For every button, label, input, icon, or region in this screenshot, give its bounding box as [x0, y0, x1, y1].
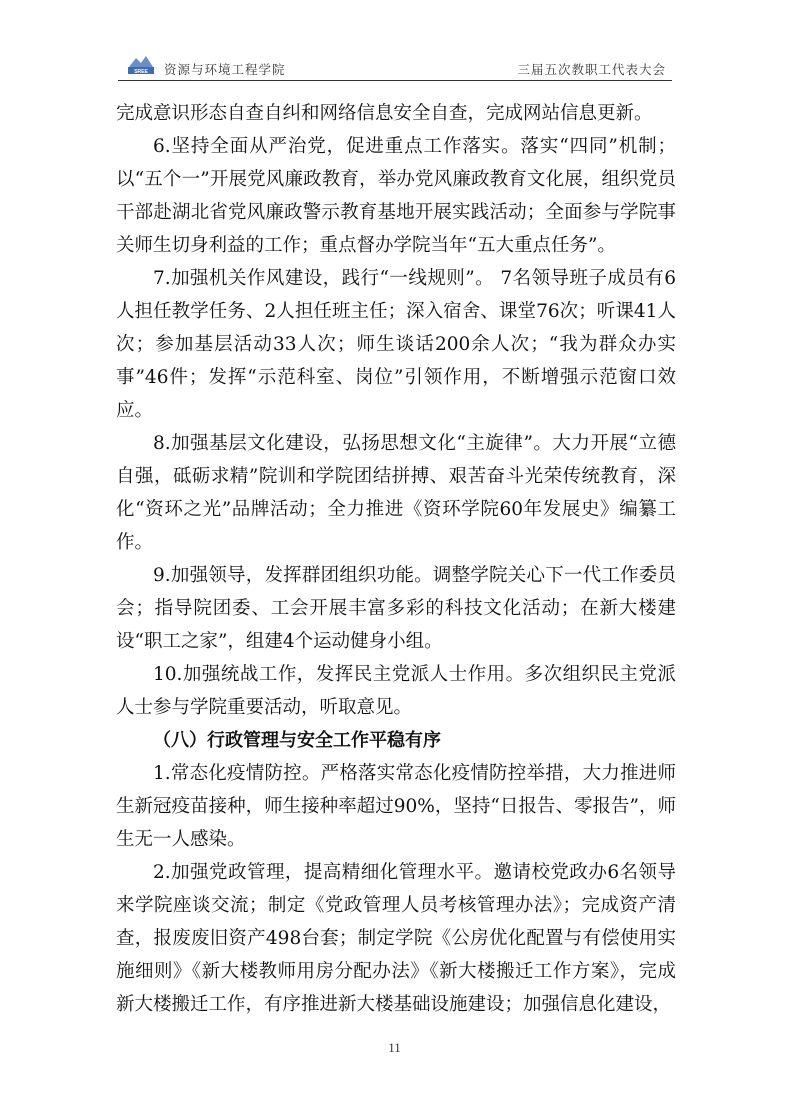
page-number: 11 [388, 1040, 401, 1055]
svg-text:SREE: SREE [134, 69, 148, 75]
paragraph-continued: 完成意识形态自查自纠和网络信息安全自查，完成网站信息更新。 [116, 103, 653, 124]
page-header [118, 46, 672, 81]
paragraph-item-7: 7.加强机关作风建设，践行“一线规则”。 7名领导班子成员有6人担任教学任务、2人担任班主任；深入宿舍、课堂76次；听课41人次；参加基层活动33人次；师生谈话200余人次；“我为群众办实事”46件；发挥“示范科室、岗位”引领作用，不断增强示范窗口效应。 [116, 268, 676, 421]
paragraph-admin-2: 2.加强党政管理，提高精细化管理水平。邀请校党政办6名领导来学院座谈交流；制定《党政管理人员考核管理办法》；完成资产清查，报废废旧资产498台套；制定学院《公房优化配置与有偿使用实施细则》《新大楼教师用房分配办法》《新大楼搬迁工作方案》，完成新大楼搬迁工作，有序推进新大楼基础设施建设；加强信息化建设， [116, 862, 676, 1015]
section-heading: （八）行政管理与安全工作平稳有序 [153, 730, 441, 751]
paragraph-admin-1: 1.常态化疫情防控。严格落实常态化疫情防控举措，大力推进师生新冠疫苗接种，师生接种率超过90%，坚持“日报告、零报告”，师生无一人感染。 [116, 763, 676, 850]
document-body [116, 97, 676, 1021]
header-conference-name: 三届五次教职工代表大会 [517, 62, 666, 77]
header-college-name: 资源与环境工程学院 [164, 62, 286, 77]
school-logo-icon [126, 52, 156, 76]
paragraph-item-9: 9.加强领导，发挥群团组织功能。调整学院关心下一代工作委员会；指导院团委、工会开展丰富多彩的科技文化活动；在新大楼建设“职工之家”，组建4个运动健身小组。 [116, 565, 676, 652]
paragraph-item-8: 8.加强基层文化建设，弘扬思想文化“主旋律”。大力开展“立德自强，砥砺求精”院训和学院团结拼搏、艰苦奋斗光荣传统教育，深化“资环之光”品牌活动；全力推进《资环学院60年发展史》编纂工作。 [116, 433, 676, 553]
paragraph-item-10: 10.加强统战工作，发挥民主党派人士作用。多次组织民主党派人士参与学院重要活动，听取意见。 [116, 664, 676, 718]
paragraph-item-6: 6.坚持全面从严治党，促进重点工作落实。落实“四同”机制；以“五个一”开展党风廉政教育，举办党风廉政教育文化展，组织党员干部赴湖北省党风廉政警示教育基地开展实践活动；全面参与学院事关师生切身利益的工作；重点督办学院当年“五大重点任务”。 [116, 136, 676, 256]
